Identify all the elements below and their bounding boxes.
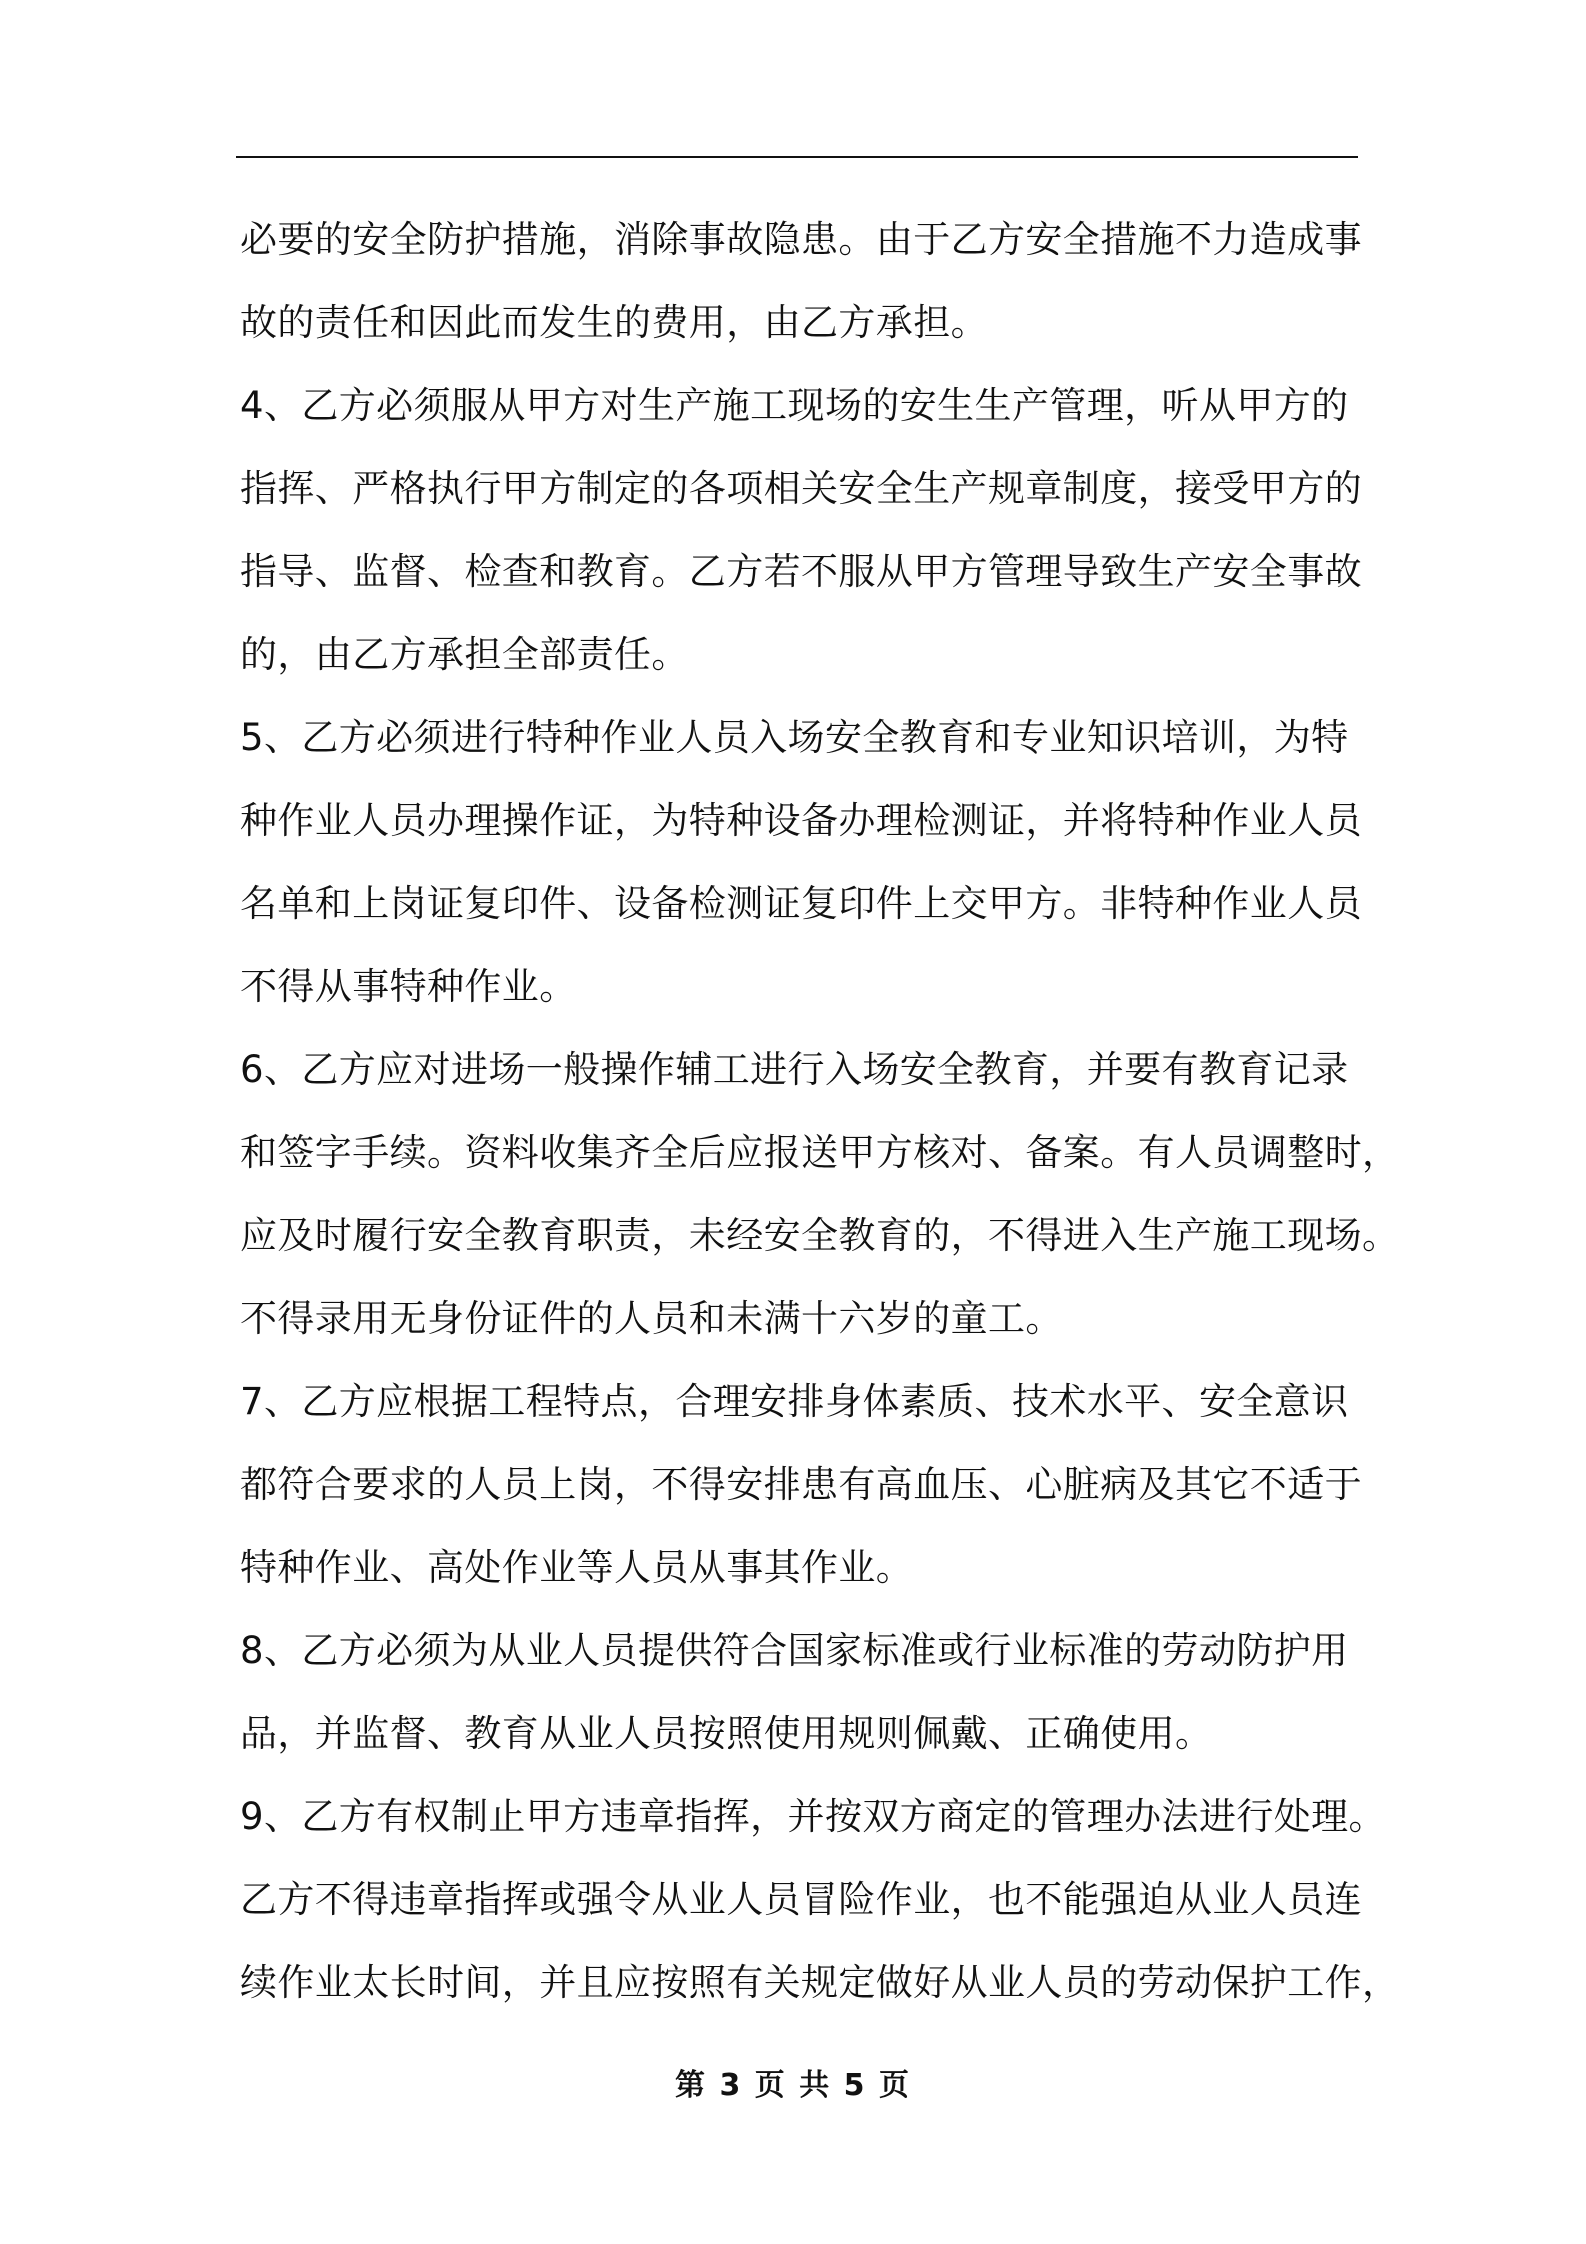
text-line: 4、乙方必须服从甲方对生产施工现场的安生生产管理，听从甲方的 [240,384,1349,427]
text-line: 品，并监督、教育从业人员按照使用规则佩戴、正确使用。 [240,1712,1213,1755]
text-line: 指挥、严格执行甲方制定的各项相关安全生产规章制度，接受甲方的 [240,467,1362,510]
text-line: 6、乙方应对进场一般操作辅工进行入场安全教育，并要有教育记录 [240,1048,1349,1091]
text-line: 应及时履行安全教育职责，未经安全教育的，不得进入生产施工现场。 [240,1214,1400,1257]
text-line: 乙方不得违章指挥或强令从业人员冒险作业，也不能强迫从业人员连 [240,1878,1362,1921]
text-line: 都符合要求的人员上岗，不得安排患有高血压、心脏病及其它不适于 [240,1463,1362,1506]
header-divider [236,156,1358,158]
text-line: 不得录用无身份证件的人员和未满十六岁的童工。 [240,1297,1063,1340]
text-line: 特种作业、高处作业等人员从事其作业。 [240,1546,914,1589]
text-line: 续作业太长时间，并且应按照有关规定做好从业人员的劳动保护工作， [240,1961,1400,2004]
text-line: 指导、监督、检查和教育。乙方若不服从甲方管理导致生产安全事故 [240,550,1362,593]
text-line: 不得从事特种作业。 [240,965,577,1008]
text-line: 的，由乙方承担全部责任。 [240,633,689,676]
text-line: 名单和上岗证复印件、设备检测证复印件上交甲方。非特种作业人员 [240,882,1362,925]
text-line: 9、乙方有权制止甲方违章指挥，并按双方商定的管理办法进行处理。 [240,1795,1386,1838]
text-line: 7、乙方应根据工程特点，合理安排身体素质、技术水平、安全意识 [240,1380,1349,1423]
text-line: 8、乙方必须为从业人员提供符合国家标准或行业标准的劳动防护用 [240,1629,1349,1672]
text-line: 和签字手续。资料收集齐全后应报送甲方核对、备案。有人员调整时， [240,1131,1400,1174]
body-text [240,198,1400,2024]
text-line: 种作业人员办理操作证，为特种设备办理检测证，并将特种作业人员 [240,799,1362,842]
text-line: 故的责任和因此而发生的费用，由乙方承担。 [240,301,988,344]
text-line: 5、乙方必须进行特种作业人员入场安全教育和专业知识培训，为特 [240,716,1349,759]
page-number: 第 3 页 共 5 页 [675,2068,911,2103]
text-line: 必要的安全防护措施，消除事故隐患。由于乙方安全措施不力造成事 [240,218,1362,261]
